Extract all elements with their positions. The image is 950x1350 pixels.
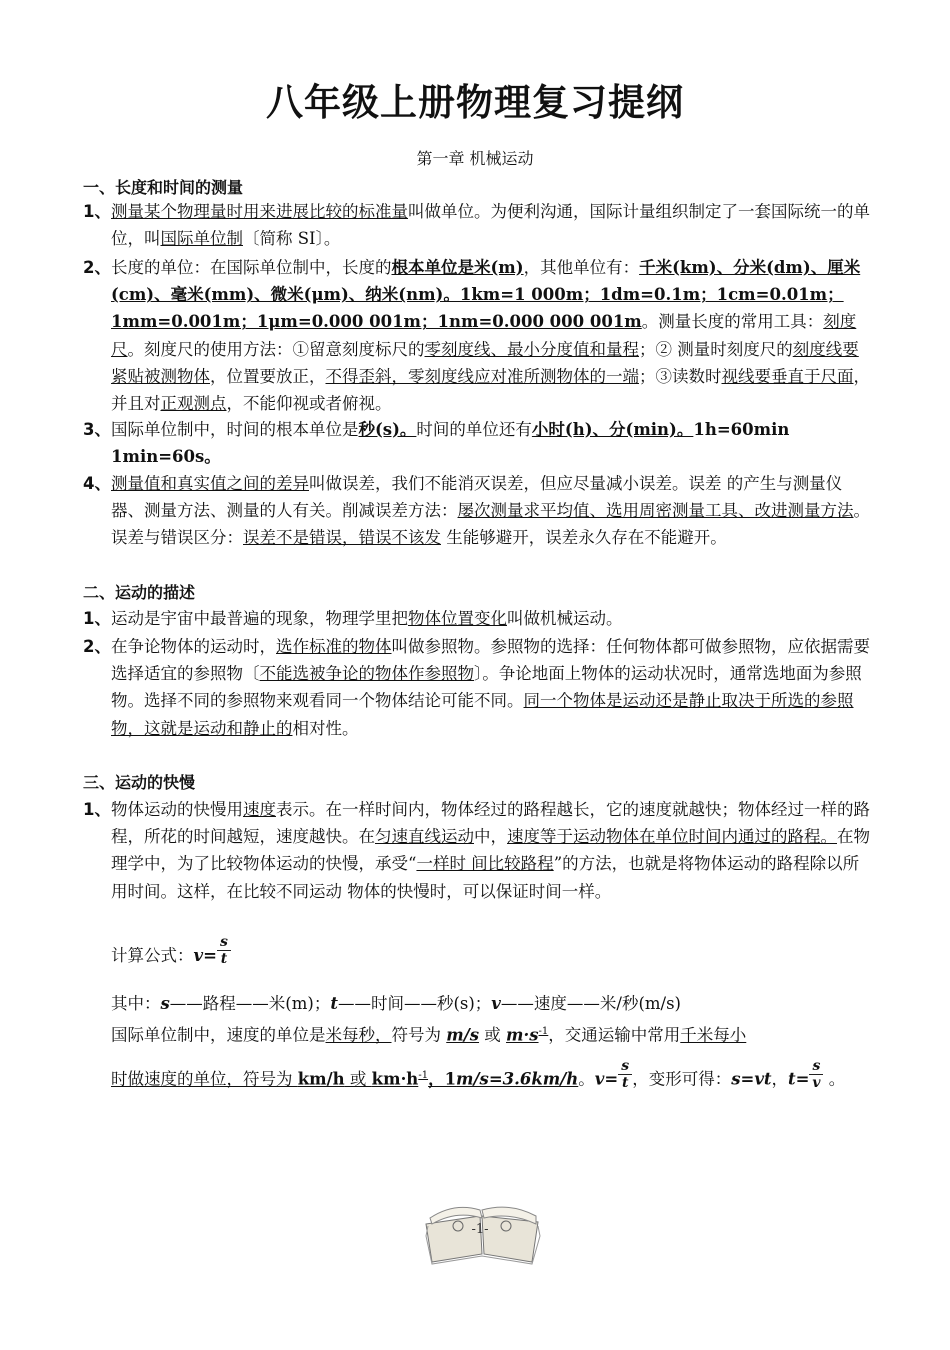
fraction-s-over-t: $\frac{s}{t}$ xyxy=(217,934,231,967)
item-body: 在争论物体的运动时，选作标准的物体叫做参照物。参照物的选择：任何物体都可做参照物，应依据需要选择适宜的参照物〔不能选被争论的物体作参照物〕。争论地面上物体的运动状况时，通常选地面为参照物。选择不同的参照物来观看同一个物体结论可能不同。同一个物体是运动还是静止取决于所选的参照物，这就是运动和静止的相对性。 xyxy=(111,637,870,738)
item-number: 1、 xyxy=(83,202,111,221)
section-heading-3: 三、运动的快慢 xyxy=(83,773,196,792)
item-body: 运动是宇宙中最普遍的现象，物理学里把物体位置变化叫做机械运动。 xyxy=(111,609,623,628)
speed-unit-line-2: 时做速度的单位，符号为 km/h 或 $km\cdot h^{-1}$，1m/s=3.6km/h。v= $\frac{s}{t}$ ，变形可得：s=vt，t= $\frac{s}{v}$ 。 xyxy=(111,1057,846,1091)
item-body: 测量值和真实值之间的差异叫做误差，我们不能消灭误差，但应尽量减小误差。误差 的产生与测量仪器、测量方法、测量的人有关。削减误差方法：屡次测量求平均值、选用周密测量工具、改进测量方法。误差与错误区分：误差不是错误，错误不该发 生能够避开，误差永久存在不能避开。 xyxy=(111,474,870,548)
list-item xyxy=(83,605,873,632)
item-body: 国际单位制中，时间的根本单位是秒(s)。时间的单位还有小时(h)、分(min)。1h=60min 1min=60s。 xyxy=(111,420,790,467)
fraction-s-over-v: $\frac{s}{v}$ xyxy=(809,1058,823,1091)
page-number: -1- xyxy=(471,1222,489,1237)
item-number: 4、 xyxy=(83,474,111,493)
formula-line: 计算公式：v= $\frac{s}{t}$ xyxy=(111,940,871,973)
section-heading-1: 一、长度和时间的测量 xyxy=(83,178,244,197)
list-item xyxy=(83,470,873,552)
list-item xyxy=(83,198,873,252)
item-number: 1、 xyxy=(83,609,111,628)
formula-where-line: 其中：s——路程——米(m)；t——时间——秒(s)；v——速度——米/秒(m/s) xyxy=(111,994,681,1013)
speed-unit-line-1: 国际单位制中，速度的单位是米每秒，符号为 m/s 或 $m\cdot s^{-1}$，交通运输中常用千米每小 xyxy=(111,1025,747,1045)
item-number: 1、 xyxy=(83,800,111,819)
item-body: 物体运动的快慢用速度表示。在一样时间内，物体经过的路程越长，它的速度就越快；物体经过一样的路程，所花的时间越短，速度越快。在匀速直线运动中，速度等于运动物体在单位时间内通过的路程。在物理学中，为了比较物体运动的快慢，承受“一样时 间比较路程”的方法，也就是将物体运动的路程除以所用时间。这样，在比较不同运动 物体的快慢时，可以保证时间一样。 xyxy=(111,800,870,901)
item-number: 2、 xyxy=(83,637,111,656)
list-item xyxy=(83,796,873,905)
item-body: 测量某个物理量时用来进展比较的标准量叫做单位。为便利沟通，国际计量组织制定了一套国际统一的单位，叫国际单位制〔简称 SI〕。 xyxy=(111,202,870,249)
page-title: 八年级上册物理复习提纲 xyxy=(266,81,684,124)
chapter-heading: 第一章 机械运动 xyxy=(416,149,534,168)
section-heading-2: 二、运动的描述 xyxy=(83,583,196,602)
list-item xyxy=(83,633,873,742)
item-body: 长度的单位：在国际单位制中，长度的根本单位是米(m)，其他单位有：千米(km)、分米(dm)、厘米(cm)、毫米(mm)、微米(μm)、纳米(nm)。1km=1 000m；1dm=0.1m；1cm=0.01m；1mm=0.001m；1μm=0.000 001m；1nm=0.000 000 001m。测量长度的常用工具：刻度尺。刻度尺的使用方法：①留意刻度标尺的零刻度线、最小分度值和量程；② 测量时刻度尺的刻度线要紧贴被测物体，位置要放正，不得歪斜，零刻度线应对准所测物体的一端；③读数时视线要垂直于尺面，并且对正观测点，不能仰视或者俯视。 xyxy=(111,258,870,414)
item-number: 3、 xyxy=(83,420,111,439)
list-item xyxy=(83,254,873,417)
fraction-s-over-t-2: $\frac{s}{t}$ xyxy=(618,1058,632,1091)
item-number: 2、 xyxy=(83,258,111,277)
list-item xyxy=(83,416,873,470)
